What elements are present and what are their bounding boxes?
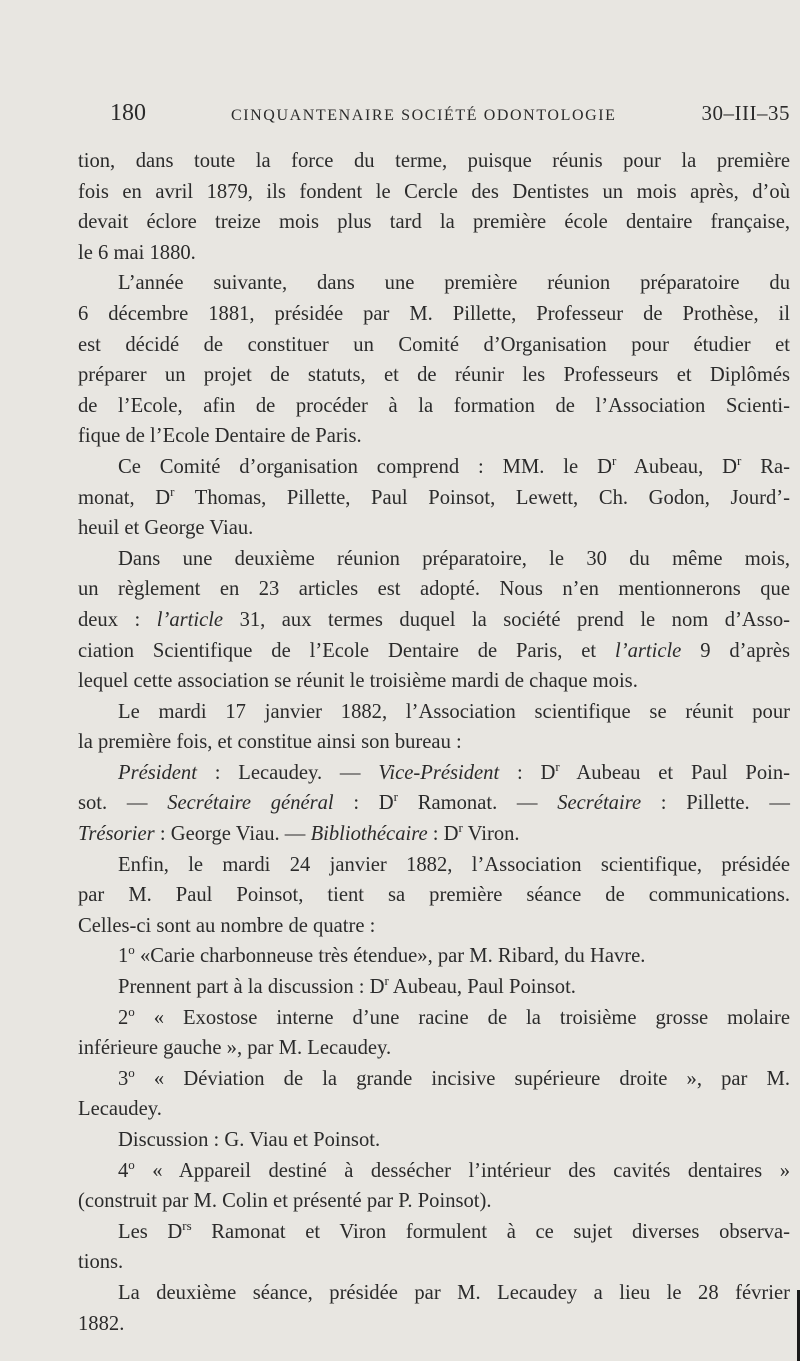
text-line: 1882. (78, 1312, 125, 1335)
text-line: L’année suivante, dans une première réunion préparatoire du (118, 272, 790, 295)
text-line: fique de l’Ecole Dentaire de Paris. (78, 425, 362, 448)
paragraph (78, 1217, 790, 1278)
running-header (110, 100, 790, 130)
text-line: Trésorier : George Viau. — Bibliothécaire : $D^r$ Viron. (78, 820, 520, 846)
running-title: CINQUANTENAIRE SOCIÉTÉ ODONTOLOGIE (230, 107, 617, 124)
paragraph (78, 1003, 790, 1064)
text-line: Enfin, le mardi 24 janvier 1882, l’Association scientifique, présidée (118, 853, 790, 876)
paragraph (78, 1064, 790, 1125)
text-line: Celles-ci sont au nombre de quatre : (78, 914, 376, 937)
paragraph (78, 268, 790, 452)
text-line: un règlement en 23 articles est adopté. Nous n’en mentionnerons que (78, 578, 790, 601)
paragraph (78, 941, 790, 972)
paragraph (78, 972, 790, 1003)
text-line: La deuxième séance, présidée par M. Lecaudey a lieu le 28 février (118, 1281, 790, 1304)
paragraph (78, 146, 790, 268)
issue-date: 30–III–35 (701, 101, 790, 125)
text-line: Discussion : G. Viau et Poinsot. (118, 1129, 381, 1151)
text-line: Prennent part à la discussion : $D^r$ Aubeau, Paul Poinsot. (118, 973, 576, 999)
text-line: fois en avril 1879, ils fondent le Cercle des Dentistes un mois après, d’où (78, 180, 790, 203)
text-line: tions. (78, 1251, 124, 1274)
text-line: ciation Scientifique de l’Ecole Dentaire de Paris, et l’article 9 d’après (78, 639, 790, 662)
text-line: la première fois, et constitue ainsi son bureau : (78, 731, 462, 754)
text-line: devait éclore treize mois plus tard la première école dentaire française, (78, 211, 790, 234)
paragraph (78, 697, 790, 758)
text-line: par M. Paul Poinsot, tient sa première séance de communications. (78, 884, 790, 907)
text-line: Le mardi 17 janvier 1882, l’Association scientifique se réunit pour (118, 700, 790, 723)
text-line: tion, dans toute la force du terme, puisque réunis pour la première (78, 150, 790, 172)
text-line: sot. — Secrétaire général : $D^r$ Ramonat. — Secrétaire : Pillette. — (78, 789, 791, 815)
text-line: Les $D^{rs}$ Ramonat et Viron formulent à ce sujet diverses observa- (118, 1217, 790, 1243)
text-line: le 6 mai 1880. (78, 241, 196, 264)
body-text (78, 146, 790, 1339)
text-line: (construit par M. Colin et présenté par P. Poinsot). (78, 1190, 492, 1213)
text-line: 6 décembre 1881, présidée par M. Pillette, Professeur de Prothèse, il (78, 302, 790, 325)
page-number: 180 (110, 100, 146, 126)
paragraph (78, 452, 790, 544)
text-line: deux : l’article 31, aux termes duquel la société prend le nom d’Asso- (78, 608, 790, 631)
text-line: 3$^o$ « Déviation de la grande incisive supérieure droite », par M. (118, 1064, 790, 1090)
text-line: préparer un projet de statuts, et de réunir les Professeurs et Diplômés (78, 364, 790, 387)
text-line: 2$^o$ « Exostose interne d’une racine de la troisième grosse molaire (118, 1003, 790, 1029)
text-line: 4$^o$ « Appareil destiné à dessécher l’intérieur des cavités dentaires » (118, 1156, 790, 1182)
paragraph (78, 1278, 790, 1339)
paragraph (78, 850, 790, 942)
paragraph (78, 1156, 790, 1217)
text-line: 1$^o$ «Carie charbonneuse très étendue», par M. Ribard, du Havre. (118, 942, 646, 968)
text-line: monat, $D^r$ Thomas, Pillette, Paul Poinsot, Lewett, Ch. Godon, Jourd’- (78, 483, 790, 509)
text-line: de l’Ecole, afin de procéder à la formation de l’Association Scienti- (78, 394, 790, 417)
text-line: est décidé de constituer un Comité d’Organisation pour étudier et (78, 333, 790, 356)
text-line: Lecaudey. (78, 1098, 162, 1121)
text-line: lequel cette association se réunit le troisième mardi de chaque mois. (78, 670, 638, 693)
paragraph (78, 1125, 790, 1156)
paragraph (78, 544, 790, 697)
text-line: Président : Lecaudey. — Vice-Président : $D^r$ Aubeau et Paul Poin- (118, 758, 790, 784)
text-line: heuil et George Viau. (78, 517, 254, 540)
text-line: inférieure gauche », par M. Lecaudey. (78, 1037, 392, 1060)
paragraph (78, 758, 790, 850)
text-line: Ce Comité d’organisation comprend : MM. le $D^r$ Aubeau, $D^r$ Ra- (118, 452, 790, 478)
text-line: Dans une deuxième réunion préparatoire, le 30 du même mois, (118, 547, 790, 570)
